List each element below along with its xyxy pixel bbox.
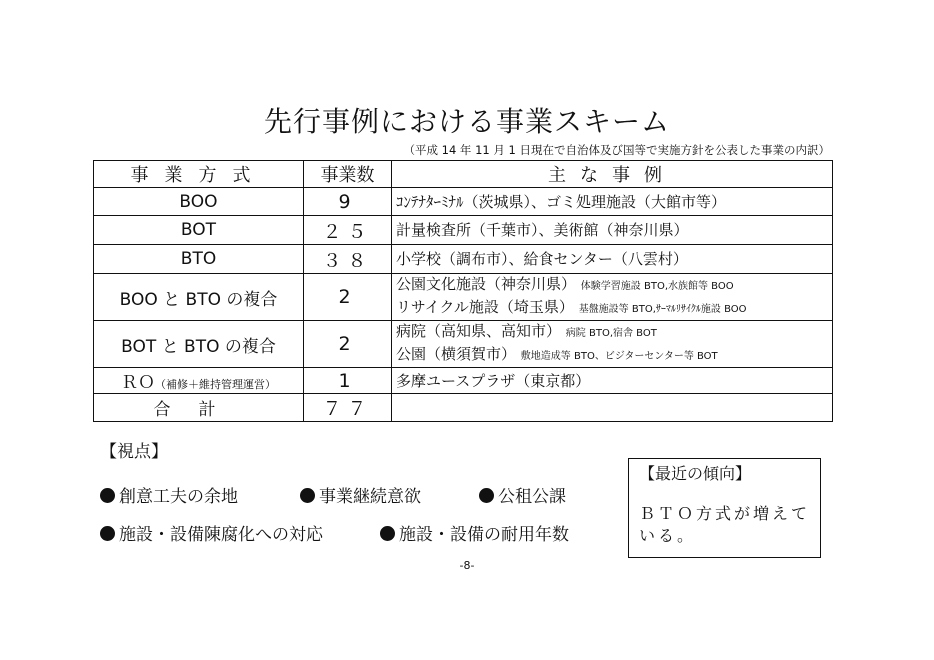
header-row (94, 161, 833, 188)
trend-box (628, 458, 821, 558)
count-cell: 2 (304, 274, 392, 321)
viewpoint-text: 施設・設備陳腐化への対応 (119, 525, 323, 545)
count-cell: 2 (304, 321, 392, 368)
header-count: 事業数 (304, 161, 392, 188)
trend-body: ＢＴＯ方式が増えている。 (639, 504, 811, 545)
example-main: 公園（横須賀市） (396, 345, 517, 363)
example-main: リサイクル施設（埼玉県） (396, 298, 574, 316)
viewpoint-text: 創意工夫の余地 (119, 487, 238, 507)
bullet-icon (100, 526, 115, 541)
example-detail: 基盤施設等 BTO,ｻｰﾏﾙﾘｻｲｸﾙ施設 BOO (578, 304, 747, 315)
table-row (94, 274, 833, 321)
example-cell: 多摩ユースプラザ（東京都） (392, 368, 833, 394)
example-cell (392, 321, 833, 368)
example-main: 病院（高知県、高知市） (396, 322, 562, 340)
method-cell: BOT と BTO の複合 (94, 321, 304, 368)
example-detail: 体験学習施設 BTO,水族館等 BOO (580, 281, 734, 292)
total-label: 合計 (94, 394, 304, 422)
method-cell: BOT (94, 216, 304, 245)
method-cell: BOO (94, 188, 304, 216)
total-count: ７７ (304, 394, 392, 422)
viewpoint-item (100, 520, 323, 545)
bullet-icon (380, 526, 395, 541)
table-row (94, 321, 833, 368)
example-detail: 病院 BTO,宿舎 BOT (565, 328, 657, 339)
count-cell: ２５ (304, 216, 392, 245)
example-detail: 敷地造成等 BTO、ビジターセンター等 BOT (520, 351, 718, 362)
example-cell: 計量検査所（千葉市）、美術館（神奈川県） (392, 216, 833, 245)
empty-cell (392, 394, 833, 422)
viewpoint-item (100, 482, 238, 507)
header-method: 事業方式 (94, 161, 304, 188)
count-cell: 1 (304, 368, 392, 394)
viewpoint-heading: 【視点】 (100, 442, 168, 462)
method-cell: BOO と BTO の複合 (94, 274, 304, 321)
example-main: 公園文化施設（神奈川県） (396, 275, 577, 293)
viewpoint-text: 公租公課 (498, 487, 566, 507)
example-cell (392, 274, 833, 321)
table-row (94, 245, 833, 274)
subtitle-note: （平成 14 年 11 月 1 日現在で自治体及び国等で実施方針を公表した事業の内訳） (403, 143, 830, 157)
header-examples: 主な事例 (392, 161, 833, 188)
viewpoint-text: 事業継続意欲 (319, 487, 421, 507)
count-cell: 9 (304, 188, 392, 216)
viewpoint-text: 施設・設備の耐用年数 (399, 525, 569, 545)
scheme-table (93, 160, 833, 422)
trend-heading: 【最近の傾向】 (639, 464, 752, 483)
total-row (94, 394, 833, 422)
bullet-icon (479, 488, 494, 503)
method-cell: BTO (94, 245, 304, 274)
viewpoint-item (380, 520, 569, 545)
bullet-icon (300, 488, 315, 503)
table-row (94, 188, 833, 216)
example-cell: 小学校（調布市）、給食センター（八雲村） (392, 245, 833, 274)
viewpoint-item (479, 482, 566, 507)
count-cell: ３８ (304, 245, 392, 274)
page-title: 先行事例における事業スキーム (263, 105, 670, 138)
example-cell: ｺﾝﾃﾅﾀｰﾐﾅﾙ（茨城県）、ゴミ処理施設（大館市等） (392, 188, 833, 216)
table-row (94, 216, 833, 245)
ro-label: ＲＯ (121, 373, 155, 393)
table-row (94, 368, 833, 394)
page-number: -8- (459, 559, 475, 572)
viewpoint-item (300, 482, 421, 507)
method-cell (94, 368, 304, 394)
ro-sub-label: （補修＋維持管理運営） (155, 378, 276, 391)
bullet-icon (100, 488, 115, 503)
